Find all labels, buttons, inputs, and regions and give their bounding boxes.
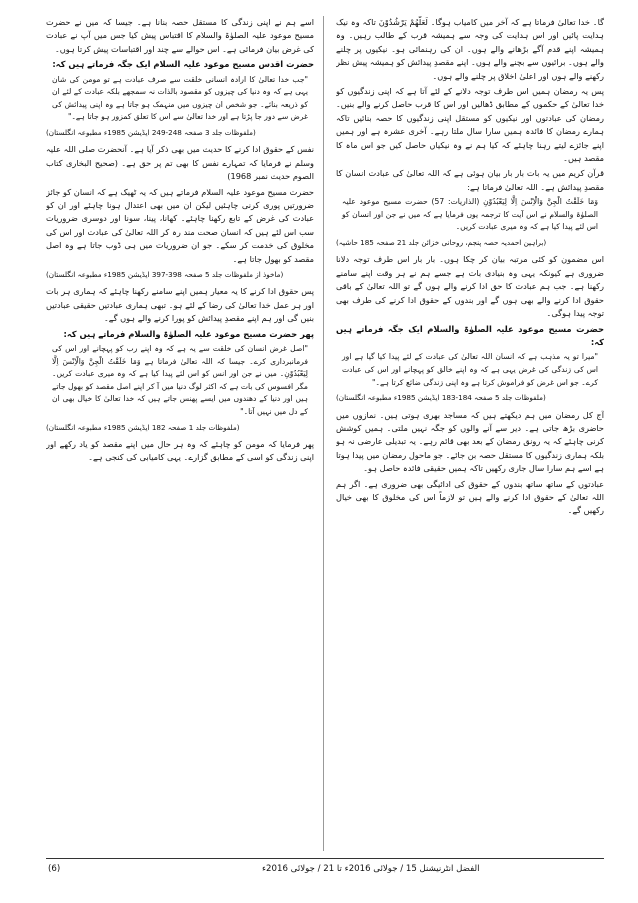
reference-citation: (ملفوظات جلد 1 صفحہ 182 ایڈیشن 1985ء مطبوعہ انگلستان): [46, 422, 240, 432]
paragraph: پھر فرمایا کہ مومن کو چاہئے کہ وہ ہر حال میں اپنے مقصد کو یاد رکھے اور اپنی زندگی کو اسی کے مطابق گزارے۔ یہی کامیابی کی کنجی ہے۔: [46, 439, 314, 463]
left-text-column: [46, 16, 314, 851]
paragraph: قرآن کریم میں یہ بات بار بار بیان ہوئی ہے کہ اللہ تعالیٰ کی عبادت انسان کا مقصدِ پیدائش ہے۔ اللہ تعالیٰ فرماتا ہے:: [336, 168, 604, 192]
section-intro: حضرت اقدس مسیح موعود علیہ السلام ایک جگہ فرماتے ہیں کہ:: [52, 59, 314, 70]
quotation: "میرا تو یہ مذہب ہے کہ انسان اللہ تعالیٰ کی عبادت کے لئے پیدا کیا گیا ہے اور اس کی زندگی کی غرض یہی ہے کہ وہ اپنے خالق کو پہچانے اور اس کی عبادت کرے۔ جو اس غرض کو فراموش کرتا ہے وہ اپنی زندگی ضائع کرتا ہے۔": [342, 352, 598, 387]
right-text-column: [336, 16, 604, 851]
paragraph: گا۔ خدا تعالیٰ فرماتا ہے کہ آخر میں کامیاب ہوگا۔ لَعَلَّھُمْ یَرْشُدُوْنَ تاکہ وہ نیک ہدایت پائیں اور اس ہدایت کی وجہ سے ہمیشہ قرب کے طالب رہیں۔ وہ ہمیشہ اپنے قدم آگے بڑھانے والے ہوں۔ ان کی رہنمائی ہو۔ نیکیوں پر چلنے والے ہوں۔ برائیوں سے بچنے والے ہوں۔ اپنے مقصدِ پیدائش کو ہمیشہ پیش نظر رکھنے والے ہوں اور اعلیٰ اخلاق پر چلنے والے ہوں۔: [336, 17, 604, 81]
section-intro: حضرت مسیح موعود علیہ الصلوٰۃ والسلام ایک جگہ فرماتے ہیں کہ:: [336, 323, 604, 347]
section-intro: پھر حضرت مسیح موعود علیہ الصلوٰۃ والسلام فرماتے ہیں کہ:: [63, 328, 314, 339]
column-divider: [323, 16, 324, 851]
reference-citation: (ماخوذ از ملفوظات جلد 5 صفحہ 398-397 ایڈیشن 1985ء مطبوعہ انگلستان): [46, 270, 284, 280]
footer-rule: [46, 858, 604, 859]
issue-info: الفضل انٹرنیشنل 15 / جولائی 2016ء تا 21 / جولائی 2016ء: [262, 864, 480, 874]
reference-citation: (براہین احمدیہ حصہ پنجم، روحانی خزائن جلد 21 صفحہ 185 حاشیہ): [336, 238, 547, 248]
paragraph: اسے ہم نے اپنی زندگی کا مستقل حصہ بنانا ہے۔ جیسا کہ میں نے حضرت مسیح موعود علیہ الصلوٰۃ والسلام کا اقتباس پیش کیا جس میں آپ نے عبادت کی غرض بیان فرمائی ہے۔ اس حوالے سے چند اور اقتباسات پیش کرتا ہوں۔: [46, 17, 314, 54]
paragraph: نفس کے حقوق ادا کرنے کا حدیث میں بھی ذکر آیا ہے۔ آنحضرت صلی اللہ علیہ وسلم نے فرمایا کہ تمہارے نفس کا بھی تم پر حق ہے۔ (صحیح البخاری کتاب الصوم حدیث نمبر 1968): [46, 144, 314, 182]
paragraph: عبادتوں کے ساتھ ساتھ بندوں کے حقوق کی ادائیگی بھی ضروری ہے۔ اگر ہم اللہ تعالیٰ کے حقوق ادا کرنے والے ہیں تو لازماً اس کی مخلوق کا بھی خیال رکھیں گے۔: [336, 478, 604, 516]
quotation: "اصل غرض انسان کی خلقت سے یہ ہے کہ وہ اپنے رب کو پہچانے اور اس کی فرمانبرداری کرے۔ جیسا کہ اللہ تعالیٰ فرماتا ہے وَمَا خَلَقْتُ الْجِنَّ وَالْاِنْسَ اِلَّا لِیَعْبُدُوْنِ۔ میں نے جن اور انس کو اس لئے پیدا کیا ہے کہ وہ میری عبادت کریں۔ مگر افسوس کی بات ہے کہ اکثر لوگ دنیا میں آ کر اپنے اصل مقصد کو بھول جاتے ہیں اور دنیا کے دھندوں میں ایسے پھنس جاتے ہیں کہ خدا تعالیٰ کا خیال بھی ان کے دل میں نہیں آتا۔": [52, 344, 308, 417]
paragraph: حضرت مسیح موعود علیہ السلام فرماتے ہیں کہ یہ ٹھیک ہے کہ انسان کو جائز ضرورتیں پوری کرنی چاہئیں لیکن ان میں بھی اعتدال ہونا چاہئے اور ان کو عبادت کی غرض کے تابع رکھنا چاہئے۔ کھانا، پینا، سونا اور دوسری ضروریات سب اس لئے ہیں کہ انسان صحت مند رہ کر اللہ تعالیٰ کی عبادت اور اس کی مخلوق کی خدمت کر سکے۔ جو ان ضروریات میں ہی ڈوب جاتا ہے وہ اصل مقصد کو بھول جاتا ہے۔: [46, 186, 314, 264]
quotation: وَمَا خَلَقْتُ الْجِنَّ وَالْاِنْسَ اِلَّا لِیَعْبُدُوْنِ (الذاریات: 57) حضرت مسیح موعود علیہ الصلوٰۃ والسلام نے اس آیت کا ترجمہ یوں فرمایا ہے کہ میں نے جن اور انسان کو اس لئے پیدا کیا ہے کہ وہ میری عبادت کریں۔: [342, 197, 598, 232]
paragraph: آج کل رمضان میں ہم دیکھتے ہیں کہ مساجد بھری ہوتی ہیں۔ نمازوں میں حاضری بڑھ جاتی ہے۔ دیر سے آنے والوں کو جگہ نہیں ملتی۔ ہمیں کوشش کرنی چاہئے کہ یہ رونق رمضان کے بعد بھی قائم رہے۔ یہ تبدیلی عارضی نہ ہو بلکہ ہماری زندگیوں کا مستقل حصہ بن جائے۔ جو ماحول رمضان میں پیدا ہوتا ہے اسے ہم سارا سال جاری رکھیں تاکہ ہمیں حقیقی فائدہ حاصل ہو۔: [336, 409, 604, 474]
quotation: "جب خدا تعالیٰ کا ارادہ انسانی خلقت سے صرف عبادت ہے تو مومن کی شان یہی ہے کہ وہ دنیا کی چیزوں کو مقصود بالذات نہ سمجھے بلکہ عبادت کے لئے ان کو ذریعہ بنائے۔ جو شخص ان چیزوں میں منہمک ہو جاتا ہے وہ اپنی پیدائش کی غرض سے دور جا پڑتا ہے اور خدا تعالیٰ سے اس کا تعلق کمزور ہو جاتا ہے۔": [52, 74, 308, 122]
paragraph: اس مضمون کو کئی مرتبہ بیان کر چکا ہوں۔ بار بار اس طرف توجہ دلانا ضروری ہے کیونکہ یہی وہ بنیادی بات ہے جسے ہم نے ہر وقت اپنے سامنے رکھنا ہے۔ جب ہم عبادت کا حق ادا کرنے والے ہوں گے تو اللہ تعالیٰ کے باقی حقوق ادا کرنے والے بھی ہوں گے اور بندوں کے حقوق ادا کرنے کی طرف بھی توجہ پیدا ہوگی۔: [336, 254, 604, 319]
paragraph: پس یہ رمضان ہمیں اس طرف توجہ دلانے کے لئے آتا ہے کہ اپنی زندگیوں کو خدا تعالیٰ کے حکموں کے مطابق ڈھالیں اور اس کا قرب حاصل کرنے والے بنیں۔ رمضان کی عبادتوں اور نیکیوں کو مستقل اپنی زندگیوں کا حصہ بنائیں تاکہ ہمارے رمضان کا فائدہ ہمیں سارا سال ملتا رہے۔ آخری عشرہ ہے اور ہمیں اپنے جائزے لیتے رہنا چاہئے کہ کیا ہم نے وہ نیکیاں حاصل کیں جو اس ماہ کا مقصد ہیں۔: [336, 86, 604, 164]
reference-citation: (ملفوظات جلد 5 صفحہ 184-183 ایڈیشن 1985ء مطبوعہ انگلستان): [336, 393, 546, 403]
page-number: (6): [48, 864, 61, 874]
reference-citation: (ملفوظات جلد 3 صفحہ 248-249 ایڈیشن 1985ء مطبوعہ انگلستان): [46, 128, 256, 137]
paragraph: پس حقوق ادا کرنے کا یہ معیار ہمیں اپنے سامنے رکھنا چاہئے کہ ہماری ہر بات اور ہر عمل خدا تعالیٰ کی رضا کے لئے ہو۔ تبھی ہماری عبادتیں حقیقی عبادتیں بنیں گی اور ہم اپنے مقصدِ پیدائش کو پورا کرنے والے ہوں گے۔: [46, 286, 314, 324]
